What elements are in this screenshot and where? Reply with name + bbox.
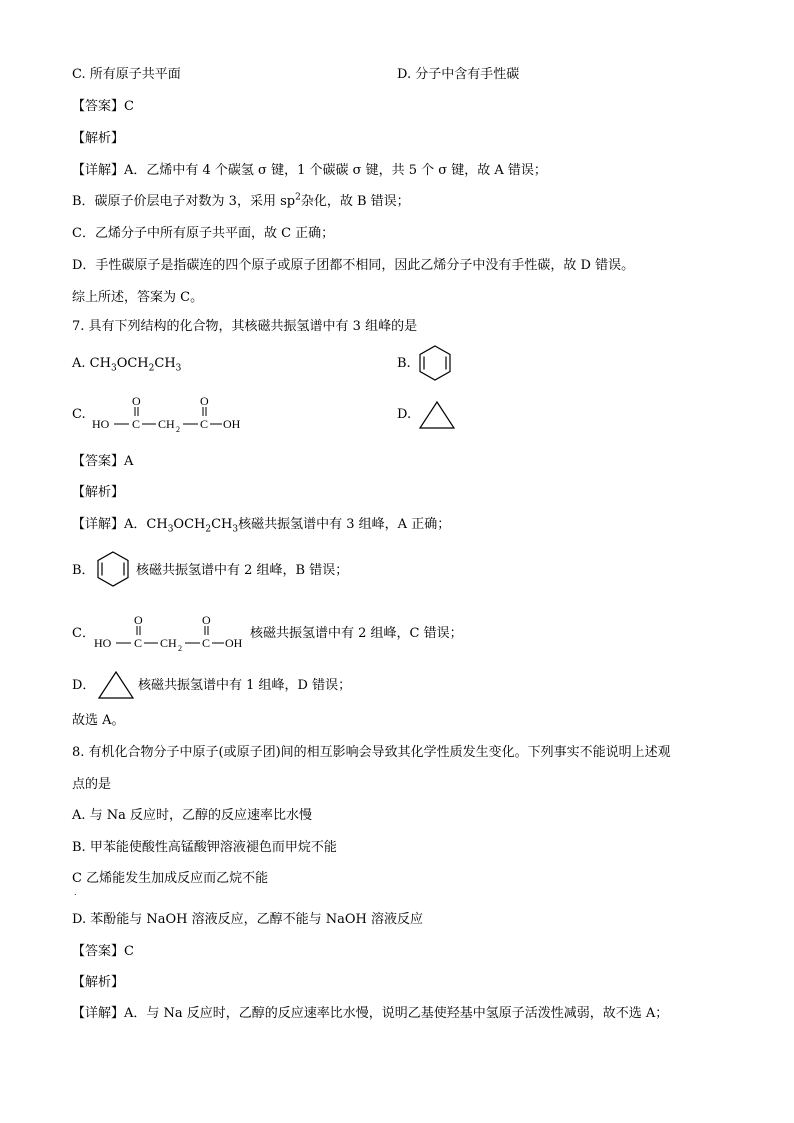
q6-detail-b-post: 杂化，故 B 错误；: [300, 194, 410, 209]
q7-detail-d-text: 核磁共振氢谱中有 1 组峰，D 错误；: [138, 678, 352, 693]
q6-option-d: D. 分子中含有手性碳: [397, 67, 520, 82]
malonic-o-left: O: [132, 394, 141, 408]
q7-option-a: [72, 355, 181, 373]
malonic-c-right: C: [200, 417, 209, 431]
q7-detail-a-formula: $CH_3OCH_2CH_3$: [146, 517, 239, 535]
svg-text:O: O: [134, 613, 143, 627]
q8-answer: 【答案】C: [72, 944, 134, 959]
svg-text:2: 2: [178, 644, 182, 653]
q7-answer: 【答案】A: [72, 454, 134, 469]
q6-summary: 综上所述，答案为 C。: [72, 290, 204, 305]
malonic-o-right: O: [200, 394, 209, 408]
q7-conclusion: 故选 A。: [72, 713, 125, 728]
q6-detail-b: [72, 193, 410, 211]
q6-option-c: C. 所有原子共平面: [72, 67, 181, 82]
q6-analysis: 【解析】: [72, 131, 125, 146]
malonic-acid-structure: [92, 392, 252, 436]
malonic-c-left: C: [132, 417, 141, 431]
q7-detail-a: 【详解】A．$CH_3OCH_2CH_3$核磁共振氢谱中有 3 组峰，A 正确；: [72, 517, 451, 535]
malonic-ho: HO: [92, 417, 110, 431]
q8-detail-a: 【详解】A．与 Na 反应时，乙醇的反应速率比水慢，说明乙基使羟基中氢原子活泼性减弱，故不选 A；: [72, 1006, 669, 1021]
q8-option-a: A. 与 Na 反应时，乙醇的反应速率比水慢: [72, 808, 313, 823]
q8-analysis: 【解析】: [72, 975, 125, 990]
q6-detail-b-sup: 2: [295, 192, 301, 203]
cyclopropane-structure-detail: [98, 670, 138, 700]
svg-text:C: C: [202, 636, 211, 650]
q8-option-b: B. 甲苯能使酸性高锰酸钾溶液褪色而甲烷不能: [72, 840, 337, 855]
svg-text:C: C: [134, 636, 143, 650]
malonic-acid-structure-detail: [94, 611, 250, 655]
q6-detail-d: D．手性碳原子是指碳连的四个原子或原子团都不相同，因此乙烯分子中没有手性碳，故 D 错误。: [72, 258, 635, 273]
q7-stem: 7. 具有下列结构的化合物，其核磁共振氢谱中有 3 组峰的是: [72, 319, 418, 334]
cyclopropane-structure: [418, 400, 458, 430]
q7-detail-d-label: D．: [72, 678, 96, 693]
q7-option-a-formula: $CH_3OCH_2CH_3$: [89, 356, 182, 374]
q7-detail-b-text: 核磁共振氢谱中有 2 组峰，B 错误；: [136, 563, 349, 578]
cyclohexadiene-structure: [416, 344, 454, 382]
q8-stem-line2: 点的是: [72, 777, 112, 792]
svg-text:OH: OH: [225, 636, 243, 650]
q6-detail-c: C．乙烯分子中所有原子共平面，故 C 正确；: [72, 226, 335, 241]
q7-option-c-label: C.: [72, 407, 86, 422]
q8-stem-line1: 8. 有机化合物分子中原子(或原子团)间的相互影响会导致其化学性质发生变化。下列事实不能说明上述观: [72, 745, 671, 760]
q7-detail-c-label: C．: [72, 626, 95, 641]
malonic-oh: OH: [223, 417, 241, 431]
q7-detail-c-text: 核磁共振氢谱中有 2 组峰，C 错误；: [250, 626, 463, 641]
malonic-sub2: 2: [176, 425, 180, 434]
q7-analysis: 【解析】: [72, 485, 125, 500]
q7-option-b-label: B.: [397, 356, 411, 371]
malonic-ch: CH: [158, 417, 175, 431]
cyclohexadiene-structure-detail: [94, 550, 132, 588]
q6-detail-a: 【详解】A．乙烯中有 4 个碳氢 σ 键，1 个碳碳 σ 键，共 5 个 σ 键，故 A 错误；: [72, 163, 547, 178]
q7-detail-b-label: B．: [72, 563, 95, 578]
svg-text:O: O: [202, 613, 211, 627]
svg-text:CH: CH: [160, 636, 177, 650]
q6-answer: 【答案】C: [72, 99, 134, 114]
q8-option-c: C 乙烯能发生加成反应而乙烷不能: [72, 871, 269, 886]
svg-text:HO: HO: [94, 636, 112, 650]
q6-detail-b-pre: B．碳原子价层电子对数为 3，采用 sp: [72, 194, 296, 209]
q7-option-d-label: D.: [397, 407, 412, 422]
q8-option-d: D. 苯酚能与 NaOH 溶液反应，乙醇不能与 NaOH 溶液反应: [72, 912, 423, 927]
q8-option-c-mark: .: [74, 888, 77, 897]
q7-option-a-label: A.: [72, 356, 90, 371]
